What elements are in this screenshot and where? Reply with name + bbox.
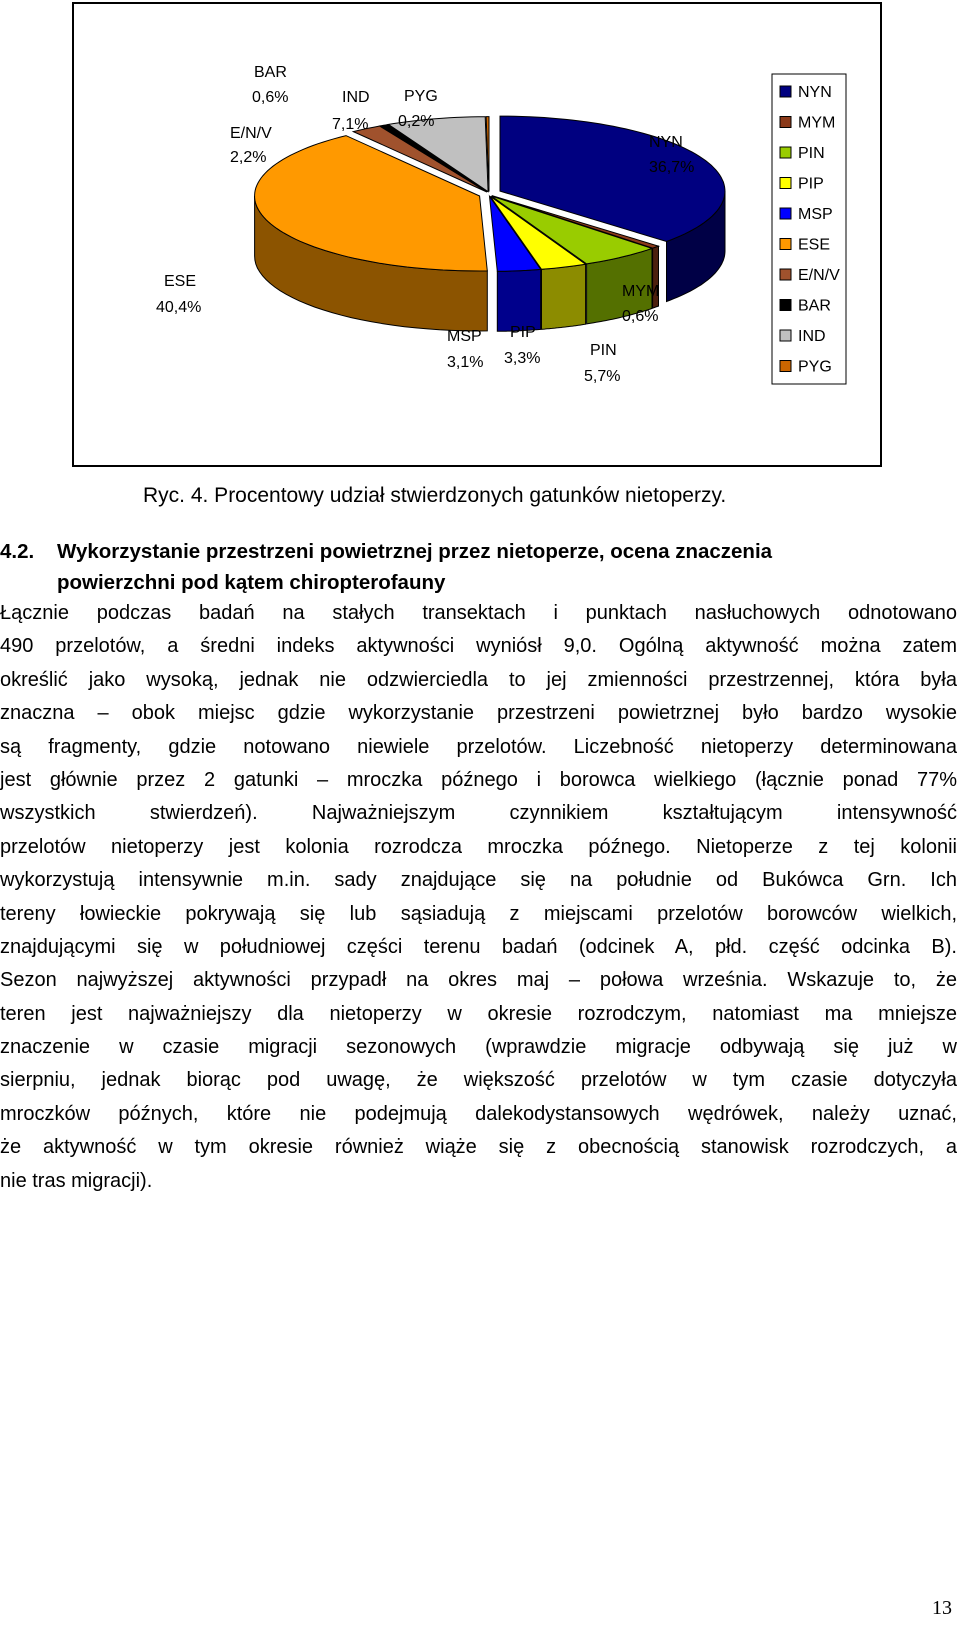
data-label-name: PIP [510,324,536,341]
legend-label: NYN [798,84,832,101]
legend-swatch [780,86,791,97]
paragraph-line: są fragmenty, gdzie notowano niewiele przelotów. Liczebność nietoperzy determinowana [0,735,957,758]
legend-swatch [780,300,791,311]
paragraph-line: jest głównie przez 2 gatunki – mroczka późnego i borowca wielkiego (łącznie ponad 77% [0,768,957,791]
paragraph-line: wszystkich stwierdzeń). Najważniejszym czynnikiem kształtującym intensywność [0,802,957,825]
data-label-value: 36,7% [649,159,695,176]
section-title-line-2: powierzchni pod kątem chiropterofauny [57,571,446,594]
data-label-name: MYM [622,283,660,300]
data-label-value: 3,3% [504,350,541,367]
legend-swatch [780,269,791,280]
pie-side-msp [497,269,540,331]
pie-chart [74,4,880,465]
paragraph-line: znaczenie w czasie migracji sezonowych (wprawdzie migracje odbywają się już w [0,1036,957,1059]
legend-label: BAR [798,297,831,315]
paragraph-line: 490 przelotów, a średni indeks aktywności wyniósł 9,0. Ogólną aktywność można zatem [0,635,957,658]
legend-label: ESE [798,236,831,254]
legend-label: PIN [798,145,825,162]
paragraph-line: Łącznie podczas badań na stałych transektach i punktach nasłuchowych odnotowano [0,602,957,624]
data-label-name: IND [342,89,370,106]
legend-swatch [780,361,791,372]
figure-caption: Ryc. 4. Procentowy udział stwierdzonych gatunków nietoperzy. [143,484,727,507]
paragraph-line: nie tras migracji). [0,1169,153,1192]
legend-swatch [780,147,791,158]
data-label-value: 3,1% [447,354,484,371]
data-label-value: 2,2% [230,149,267,166]
paragraph-line: że aktywność w tym okresie również wiąże się z obecnością stanowisk rozrodczych, a [0,1136,957,1159]
body-paragraph [0,597,957,1198]
pie-side-pip [542,264,586,329]
legend-swatch [780,117,791,128]
data-label-value: 0,6% [252,89,289,106]
legend-swatch [780,330,791,341]
data-label-name: PYG [404,88,438,105]
section-number: 4.2. [0,540,35,563]
section-title-line-1: Wykorzystanie przestrzeni powietrznej przez nietoperze, ocena znaczenia [57,540,773,563]
data-label-name: ESE [164,273,197,290]
data-label-name: MSP [447,328,482,345]
paragraph-line: teren jest najważniejszy dla nietoperzy w okresie rozrodczym, natomiast ma mniejsze [0,1002,957,1025]
data-label-value: 0,2% [398,113,435,130]
legend-label: PIP [798,175,824,193]
paragraph-line: określić jako wysoką, jednak nie odzwierciedla to jej zmienności przestrzennej, która była [0,668,957,691]
paragraph-line: mroczków późnych, które nie podejmują dalekodystansowych wędrówek, należy uznać, [0,1102,957,1125]
paragraph-line: znajdującymi się w południowej części terenu badań (odcinek A, płd. część odcinka B). [0,935,957,958]
legend-swatch [780,208,791,219]
legend-label: MSP [798,206,833,223]
data-label-name: NYN [649,134,683,151]
data-label-name: BAR [254,64,287,81]
legend-label: PYG [798,358,832,376]
paragraph-line: Sezon najwyższej aktywności przypadł na okres maj – połowa września. Wskazuje to, że [0,969,957,992]
data-label-value: 0,6% [622,308,659,325]
pie-chart-frame [72,2,882,467]
paragraph-line: przelotów nietoperzy jest kolonia rozrodcza mroczka późnego. Nietoperze z tej kolonii [0,835,957,858]
data-label-value: 5,7% [584,368,621,385]
data-label-name: PIN [590,342,617,359]
paragraph-line: tereny łowieckie pokrywają się lub sąsiadują z miejscami przelotów borowców wielkich, [0,902,957,925]
data-label-name: E/N/V [230,125,272,142]
paragraph-line: wykorzystują intensywnie m.in. sady znajdujące się na południe od Bukówca Grn. Ich [0,869,957,892]
paragraph-line: sierpniu, jednak biorąc pod uwagę, że większość przelotów w tym czasie dotyczyła [0,1069,957,1092]
paragraph-line: znaczna – obok miejsc gdzie wykorzystanie przestrzeni powietrznej było bardzo wysokie [0,702,957,725]
legend-swatch [780,239,791,250]
legend-swatch [780,178,791,189]
legend-label: E/N/V [798,267,840,284]
legend-label: MYM [798,114,836,132]
legend-label: IND [798,328,826,345]
page-number: 13 [932,1597,952,1619]
data-label-value: 40,4% [156,299,202,316]
data-label-value: 7,1% [332,116,369,133]
